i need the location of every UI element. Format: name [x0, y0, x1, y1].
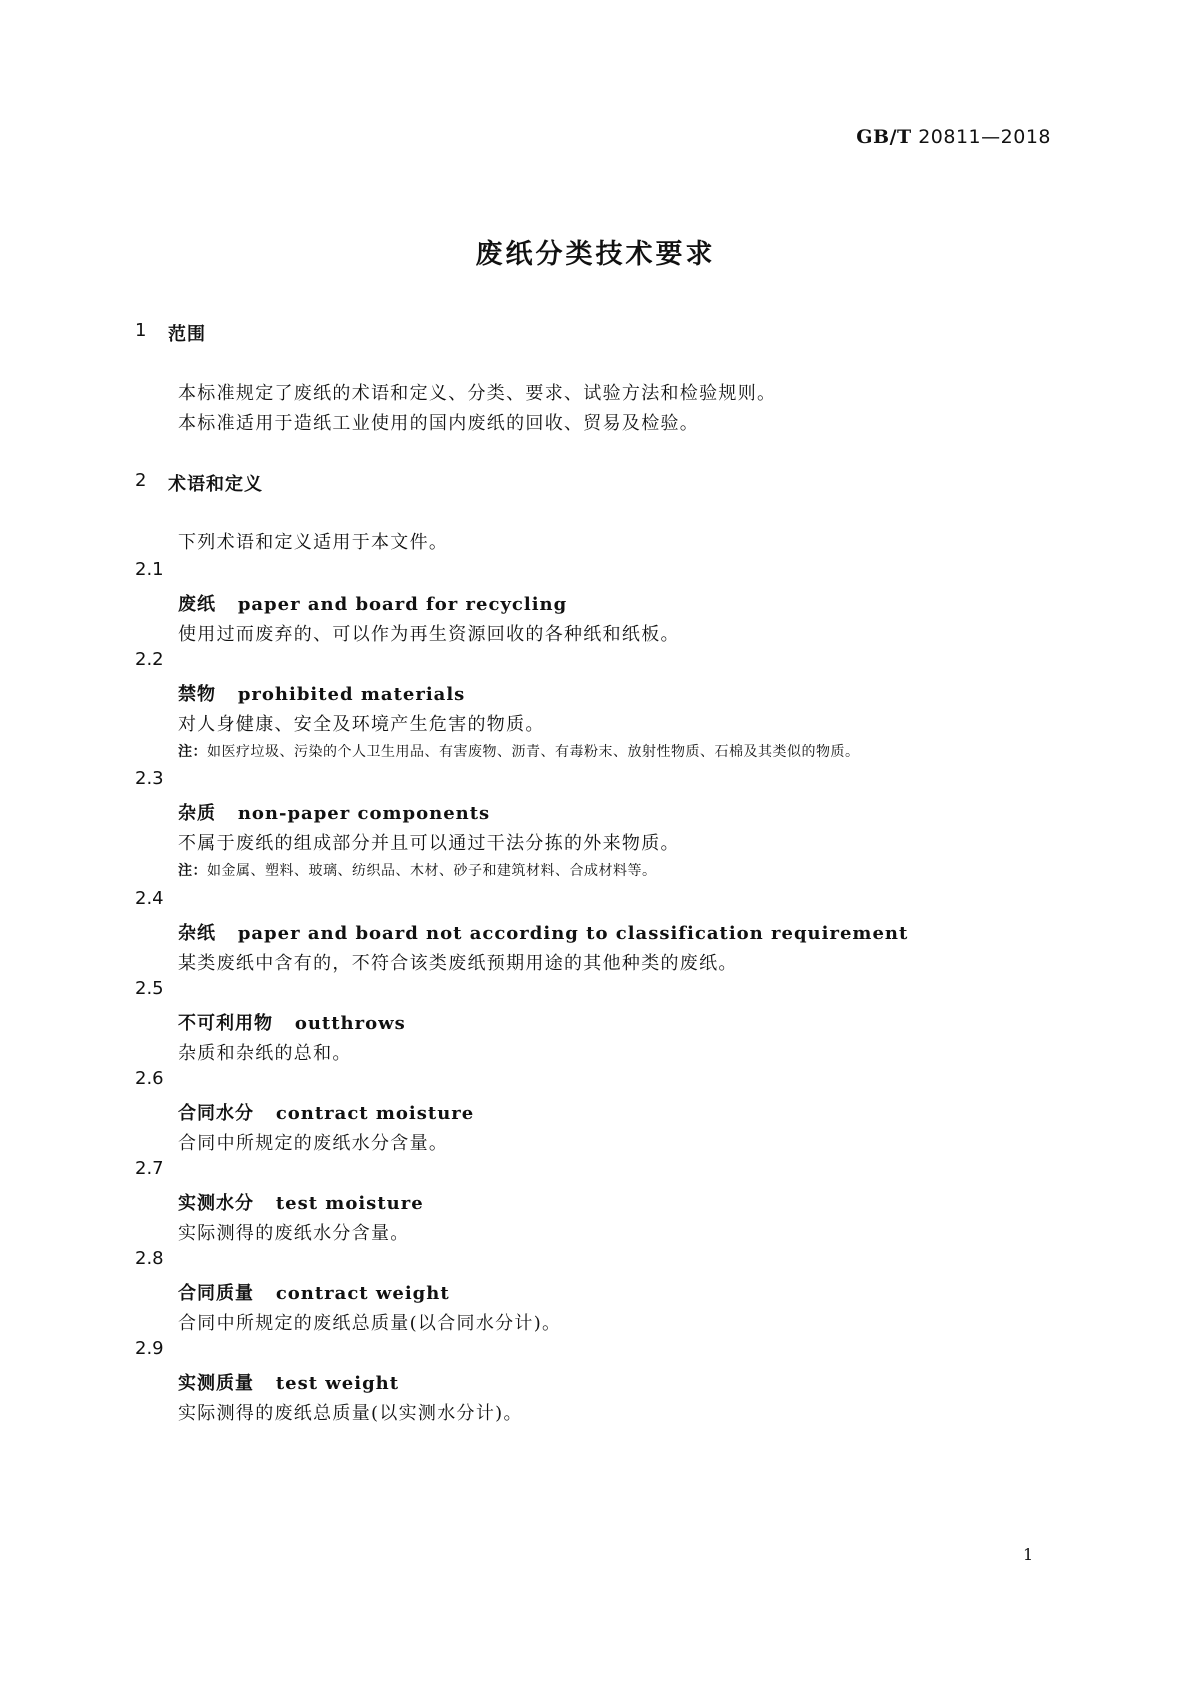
term-heading	[178, 1189, 424, 1215]
note-text: 如金属、塑料、玻璃、纺织品、木材、砂子和建筑材料、合成材料等。	[207, 863, 657, 879]
section-1-number: 1	[135, 320, 147, 341]
term-number: 2.8	[135, 1248, 164, 1269]
term-heading	[178, 1009, 406, 1035]
note-text: 如医疗垃圾、污染的个人卫生用品、有害废物、沥青、有毒粉末、放射性物质、石棉及其类似的物质。	[207, 744, 860, 760]
term-heading	[178, 1279, 450, 1305]
term-zh: 实测水分	[178, 1193, 254, 1214]
standard-number: 20811—2018	[918, 126, 1051, 148]
section-1-paragraph: 本标准适用于造纸工业使用的国内废纸的回收、贸易及检验。	[178, 413, 700, 434]
term-heading	[178, 590, 567, 616]
term-en: non-paper components	[237, 803, 491, 824]
term-definition: 实际测得的废纸水分含量。	[178, 1223, 410, 1244]
document-title: 废纸分类技术要求	[475, 239, 716, 270]
term-zh: 实测质量	[178, 1373, 254, 1394]
term-zh: 不可利用物	[178, 1013, 273, 1034]
term-definition: 杂质和杂纸的总和。	[178, 1043, 352, 1064]
term-zh: 禁物	[178, 684, 216, 705]
section-2-title: 术语和定义	[168, 474, 263, 495]
term-number: 2.7	[135, 1158, 164, 1179]
term-number: 2.9	[135, 1338, 164, 1359]
note-label: 注：	[178, 744, 207, 760]
term-zh: 合同质量	[178, 1283, 254, 1304]
section-2-number: 2	[135, 470, 147, 491]
section-2-intro: 下列术语和定义适用于本文件。	[178, 532, 449, 553]
term-en: contract weight	[275, 1283, 450, 1304]
term-number: 2.5	[135, 978, 164, 999]
term-number: 2.2	[135, 649, 164, 670]
term-definition: 使用过而废弃的、可以作为再生资源回收的各种纸和纸板。	[178, 624, 680, 645]
term-number: 2.3	[135, 768, 164, 789]
term-en: test weight	[275, 1373, 400, 1394]
term-zh: 废纸	[178, 594, 216, 615]
term-number: 2.1	[135, 559, 164, 580]
term-heading	[178, 799, 490, 825]
term-en: paper and board for recycling	[237, 594, 568, 615]
term-definition: 合同中所规定的废纸总质量(以合同水分计)。	[178, 1313, 562, 1334]
term-definition: 合同中所规定的废纸水分含量。	[178, 1133, 449, 1154]
term-note	[178, 741, 860, 761]
page-number: 1	[1023, 1545, 1034, 1564]
term-zh: 杂纸	[178, 923, 216, 944]
standard-prefix: GB/T	[856, 126, 912, 148]
term-heading	[178, 680, 465, 706]
term-en: contract moisture	[275, 1103, 475, 1124]
term-number: 2.4	[135, 888, 164, 909]
term-en: outthrows	[294, 1013, 406, 1034]
term-note	[178, 860, 657, 880]
term-en: test moisture	[275, 1193, 424, 1214]
note-label: 注：	[178, 863, 207, 879]
term-zh: 合同水分	[178, 1103, 254, 1124]
term-heading	[178, 1369, 399, 1395]
term-definition: 实际测得的废纸总质量(以实测水分计)。	[178, 1403, 523, 1424]
standard-code	[856, 126, 1051, 148]
term-en: paper and board not according to classification requirement	[237, 923, 909, 944]
section-1-paragraph: 本标准规定了废纸的术语和定义、分类、要求、试验方法和检验规则。	[178, 383, 777, 404]
term-heading	[178, 1099, 474, 1125]
term-definition: 对人身健康、安全及环境产生危害的物质。	[178, 714, 545, 735]
term-definition: 不属于废纸的组成部分并且可以通过干法分拣的外来物质。	[178, 833, 680, 854]
term-number: 2.6	[135, 1068, 164, 1089]
term-definition: 某类废纸中含有的，不符合该类废纸预期用途的其他种类的废纸。	[178, 953, 738, 974]
term-zh: 杂质	[178, 803, 216, 824]
term-en: prohibited materials	[237, 684, 466, 705]
term-heading	[178, 919, 908, 945]
section-1-title: 范围	[168, 324, 206, 345]
